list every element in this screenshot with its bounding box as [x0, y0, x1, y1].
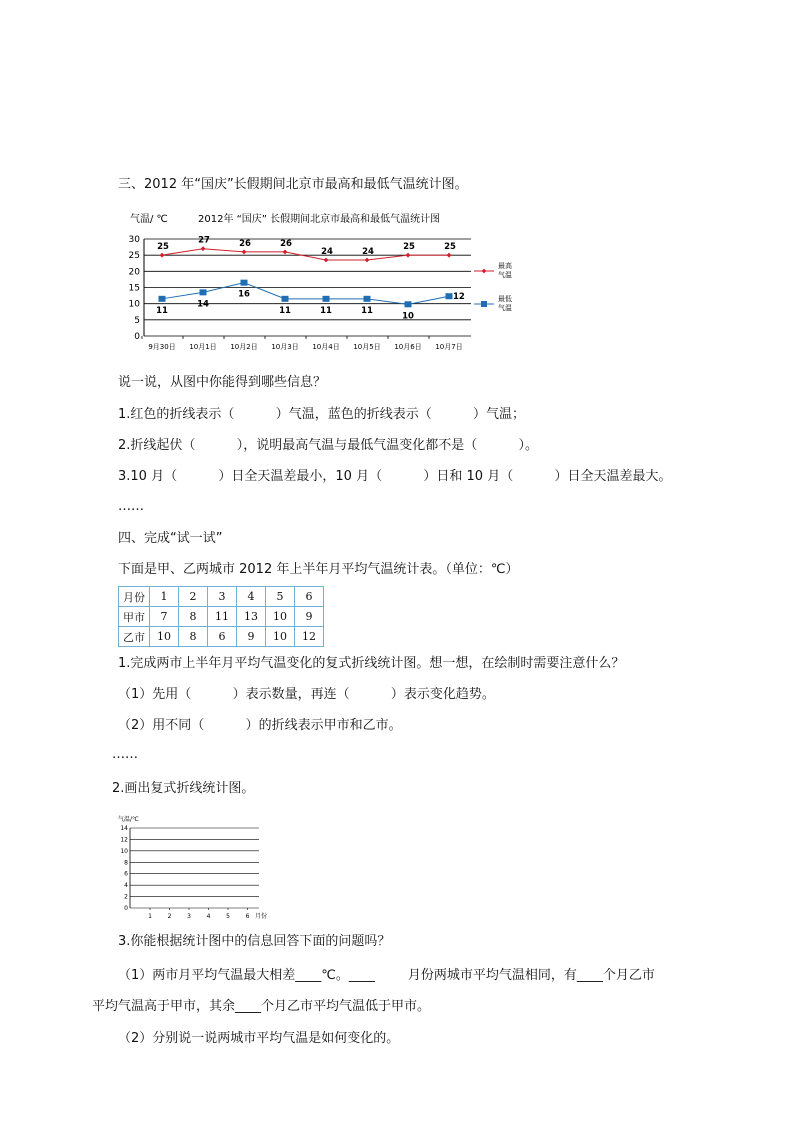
chart2-x-tick-label: 6 — [245, 913, 250, 920]
chart2-x-tick-label: 3 — [187, 913, 191, 920]
table-cell: 6 — [208, 627, 237, 647]
chart2-y-ticks — [120, 825, 128, 912]
table-cell: 13 — [237, 607, 266, 627]
series-high-point — [201, 246, 206, 251]
legend-low-label-1: 最低 — [498, 295, 512, 303]
table-header-row — [119, 587, 324, 607]
table-cell: 甲市 — [119, 607, 150, 627]
table-cell: 1 — [150, 587, 179, 607]
table-cell: 5 — [266, 587, 295, 607]
chart1-y-tick-label: 25 — [128, 251, 140, 262]
chart1-y-tick-label: 10 — [128, 299, 140, 310]
chart1-x-tick-label: 10月1日 — [189, 343, 217, 351]
legend-high-marker — [482, 269, 487, 274]
series-low-label: 11 — [361, 305, 373, 316]
chart2-x-ticks — [148, 908, 250, 920]
series-low-label: 12 — [453, 292, 465, 303]
chart1-title: 2012年 “国庆” 长假期间北京市最高和最低气温统计图 — [198, 214, 441, 225]
series-high-label: 24 — [321, 247, 333, 258]
table-cell: 月份 — [119, 587, 150, 607]
series-high-label: 25 — [444, 242, 456, 253]
chart1-x-tick-label: 10月3日 — [271, 343, 299, 351]
series-low-point — [282, 296, 289, 302]
chart2-x-tick-label: 4 — [206, 913, 211, 920]
table-cell: 11 — [208, 607, 237, 627]
series-high-point — [365, 258, 370, 263]
table-cell: 8 — [179, 627, 208, 647]
series-high-label: 25 — [403, 242, 415, 253]
series-high-label: 24 — [362, 247, 374, 258]
chart2-y-tick-label: 0 — [124, 905, 128, 912]
section3-prompt: 说一说，从图中你能得到哪些信息？ — [118, 375, 327, 390]
legend-low-marker — [481, 301, 487, 307]
table-cell: 乙市 — [119, 627, 150, 647]
table-row — [119, 627, 324, 647]
table-cell: 9 — [295, 607, 324, 627]
legend-high-label-2: 气温 — [498, 271, 512, 279]
chart1-y-tick-label: 20 — [128, 267, 140, 278]
section3-question-1: 1.红色的折线表示（ ）气温，蓝色的折线表示（ ）气温； — [118, 407, 526, 422]
section4-question-3b: （2）分别说一说两城市平均气温是如何变化的。 — [118, 1031, 400, 1046]
series-low-label: 11 — [279, 305, 291, 316]
series-low-label: 11 — [156, 305, 168, 316]
series-low-point — [200, 289, 207, 295]
chart1-ylabel: 气温/ ℃ — [130, 214, 168, 225]
section4-question-1: 1.完成两市上半年月平均气温变化的复式折线统计图。想一想，在绘制时需要注意什么？ — [118, 656, 625, 671]
chart1-x-tick-label: 10月5日 — [353, 343, 381, 351]
chart1-y-ticks — [129, 235, 141, 342]
chart2-x-tick-label: 2 — [167, 913, 172, 920]
section3-heading: 三、2012 年“国庆”长假期间北京市最高和最低气温统计图。 — [118, 177, 468, 192]
table-cell: 8 — [179, 607, 208, 627]
table-cell: 7 — [150, 607, 179, 627]
chart2-ylabel: 气温/℃ — [118, 816, 139, 823]
chart1-x-tick-label: 10月7日 — [435, 343, 463, 351]
chart1-y-tick-label: 5 — [134, 315, 140, 326]
chart2-xlabel: 月份 — [255, 913, 268, 920]
series-high-point — [406, 253, 411, 258]
chart2-y-tick-label: 8 — [124, 859, 128, 867]
series-high-label: 26 — [280, 238, 292, 249]
chart2-grid — [130, 828, 259, 908]
table-cell: 2 — [179, 587, 208, 607]
chart1-legend — [474, 261, 512, 312]
chart2-x-tick-label: 5 — [226, 913, 230, 920]
chart1-y-tick-label: 0 — [134, 332, 140, 342]
series-low-label: 11 — [320, 305, 332, 316]
table-cell: 10 — [266, 607, 295, 627]
chart2-y-tick-label: 12 — [120, 836, 128, 844]
blank-chart-grid — [114, 812, 274, 920]
temperature-table — [118, 586, 324, 647]
series-low-label: 14 — [197, 299, 209, 310]
section4-question-1a: （1）先用（ ）表示数量，再连（ ）表示变化趋势。 — [118, 687, 495, 702]
section4-question-1b: （2）用不同（ ）的折线表示甲市和乙市。 — [118, 718, 402, 733]
series-low-point — [405, 301, 412, 307]
series-high-point — [242, 250, 247, 255]
chart1-x-tick-label: 9月30日 — [148, 343, 176, 351]
section4-question-3a-line1: （1）两市月平均气温最大相差____℃。____ 月份两城市平均气温相同，有____个月乙市 — [118, 968, 655, 983]
section3-ellipsis: …… — [118, 499, 144, 514]
series-high-point — [447, 253, 452, 258]
chart1-x-tick-label: 10月4日 — [312, 343, 340, 351]
series-high-point — [324, 258, 329, 263]
series-high-label: 26 — [239, 238, 251, 249]
table-cell: 10 — [266, 627, 295, 647]
chart1-grid — [144, 239, 471, 336]
series-low-point — [323, 296, 330, 302]
table-cell: 3 — [208, 587, 237, 607]
chart2-y-tick-label: 14 — [120, 825, 128, 832]
series-high-point — [283, 250, 288, 255]
table-row — [119, 607, 324, 627]
table-cell: 12 — [295, 627, 324, 647]
table-cell: 9 — [237, 627, 266, 647]
chart1-x-ticks — [142, 336, 463, 351]
series-low-label: 16 — [238, 289, 250, 300]
series-low-point — [446, 293, 453, 299]
chart1-y-tick-label: 30 — [128, 235, 140, 245]
chart1-y-tick-label: 15 — [128, 283, 140, 294]
series-high-label: 27 — [198, 235, 210, 246]
series-low-label: 10 — [402, 311, 414, 322]
section3-question-3: 3.10 月（ ）日全天温差最小，10 月（ ）日和 10 月（ ）日全天温差最大。 — [118, 469, 672, 484]
section4-ellipsis: …… — [112, 747, 138, 762]
temperature-chart-1 — [118, 208, 523, 356]
section4-question-2: 2.画出复式折线统计图。 — [112, 781, 255, 796]
chart2-y-tick-label: 4 — [124, 882, 128, 890]
legend-low-label-2: 气温 — [498, 304, 512, 312]
section4-heading: 四、完成“试一试” — [118, 531, 223, 546]
chart2-y-tick-label: 10 — [120, 847, 128, 855]
chart1-series — [156, 236, 465, 322]
series-high-label: 25 — [157, 242, 169, 253]
section4-intro: 下面是甲、乙两城市 2012 年上半年月平均气温统计表。（单位：℃） — [118, 562, 519, 577]
chart2-x-tick-label: 1 — [148, 913, 152, 920]
table-cell: 6 — [295, 587, 324, 607]
table-cell: 4 — [237, 587, 266, 607]
section3-question-2: 2.折线起伏（ ），说明最高气温与最低气温变化都不是（ ）。 — [118, 438, 539, 453]
chart2-y-tick-label: 2 — [124, 893, 128, 901]
chart1-x-tick-label: 10月2日 — [230, 343, 258, 351]
legend-high-label-1: 最高 — [498, 262, 512, 270]
series-low-point — [159, 296, 166, 302]
table-cell: 10 — [150, 627, 179, 647]
section4-question-3a-line2: 平均气温高于甲市，其余____个月乙市平均气温低于甲市。 — [92, 999, 431, 1014]
chart2-y-tick-label: 6 — [124, 870, 128, 878]
series-low-point — [241, 280, 248, 286]
series-high-point — [160, 253, 165, 258]
section4-question-3: 3.你能根据统计图中的信息回答下面的问题吗？ — [118, 934, 391, 949]
series-low-point — [364, 296, 371, 302]
chart1-x-tick-label: 10月6日 — [394, 343, 422, 351]
